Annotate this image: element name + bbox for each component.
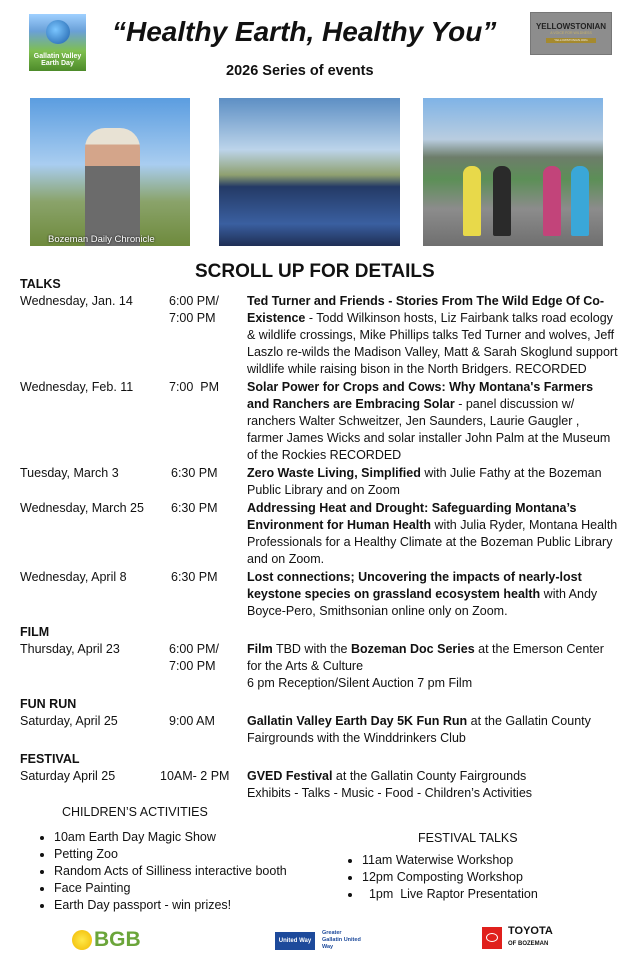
- event-row: [20, 500, 618, 568]
- event-time: 6:30 PM: [171, 466, 218, 480]
- event-title: Ted Turner and Friends - Stories From The Wild Edge Of Co-Existence: [247, 294, 605, 325]
- photo-solar-panels: [219, 98, 400, 246]
- event-organizer: Bozeman Doc Series: [350, 642, 475, 656]
- event-detail: with Julia Ryder, Montana Health Professionals for a Healthy Climate at the Bozeman Public Library and on Zoom.: [247, 518, 618, 566]
- toyota-sub: OF BOZEMAN: [508, 941, 549, 947]
- section-festival: FESTIVAL: [20, 752, 80, 766]
- globe-icon: [46, 20, 70, 44]
- section-film: FILM: [20, 625, 50, 639]
- event-detail: TBD with the: [272, 642, 351, 656]
- list-item: • 12pm Composting Workshop: [362, 869, 618, 886]
- event-row: [20, 293, 618, 378]
- event-time: 6:00 PM/ 7:00 PM: [169, 642, 220, 673]
- photo-fun-run: [423, 98, 603, 246]
- section-fun-run: FUN RUN: [20, 697, 77, 711]
- yellowstonian-name: YELLOWSTONIAN: [535, 22, 607, 31]
- event-activities: Exhibits - Talks - Music - Food - Children’s Activities: [247, 786, 533, 800]
- photo-caption: Bozeman Daily Chronicle: [48, 234, 155, 245]
- united-way-text: Greater Gallatin United Way: [322, 930, 361, 950]
- page-title: “Healthy Earth, Healthy You”: [112, 16, 497, 47]
- event-date: Saturday, April 25: [20, 714, 118, 728]
- bgb-logo: [72, 928, 141, 952]
- toyota-logo: [482, 927, 553, 949]
- united-way-badge: United Way: [275, 932, 315, 950]
- list-item: • Earth Day passport - win prizes!: [54, 897, 350, 914]
- list-item: • 1pm Live Raptor Presentation: [362, 886, 618, 903]
- event-title: Gallatin Valley Earth Day 5K Fun Run: [247, 714, 468, 728]
- children-activities-list: [20, 829, 350, 914]
- event-title: Zero Waste Living, Simplified: [247, 466, 421, 480]
- scroll-up-banner: SCROLL UP FOR DETAILS: [195, 261, 435, 282]
- sun-icon: [72, 930, 92, 950]
- event-date: Wednesday, Feb. 11: [20, 380, 134, 394]
- children-activities: [20, 804, 350, 914]
- event-date: Thursday, April 23: [20, 642, 120, 656]
- runner-figure: [463, 166, 481, 236]
- yellowstonian-tagline: A VOICE FOR WILDNESS: [550, 31, 592, 35]
- festival-talks-list: [328, 852, 618, 903]
- event-time: 6:30 PM: [171, 501, 218, 515]
- event-row: [20, 768, 618, 802]
- event-description: [247, 379, 618, 464]
- event-date: Wednesday, Jan. 14: [20, 294, 133, 308]
- event-row: [20, 465, 618, 499]
- event-date: Wednesday, March 25: [20, 501, 144, 515]
- event-time: 10AM- 2 PM: [160, 769, 230, 783]
- event-title: Lost connections; Uncovering the impacts of nearly-lost keystone species on grassland ecosystem health: [247, 570, 582, 601]
- toyota-name: TOYOTA: [508, 925, 553, 937]
- event-row: [20, 569, 618, 620]
- event-title: Addressing Heat and Drought: Safeguarding Montana’s Environment for Human Health: [247, 501, 577, 532]
- event-row: [20, 379, 618, 464]
- list-item: • Random Acts of Silliness interactive booth: [54, 863, 350, 880]
- event-date: Saturday April 25: [20, 769, 116, 783]
- section-talks: TALKS: [20, 277, 61, 291]
- children-activities-heading: CHILDREN’S ACTIVITIES: [62, 805, 208, 819]
- united-way-logo: [275, 930, 362, 951]
- photo-ted-turner: [30, 98, 190, 246]
- event-description: [247, 293, 618, 378]
- activities-section: [20, 804, 618, 914]
- festival-talks-heading: FESTIVAL TALKS: [418, 831, 518, 845]
- runner-figure: [543, 166, 561, 236]
- event-time: 6:00 PM/ 7:00 PM: [169, 294, 220, 325]
- event-description: [247, 500, 618, 568]
- bgb-text: BGB: [94, 928, 141, 951]
- list-item: • Petting Zoo: [54, 846, 350, 863]
- event-time: 7:00 PM: [169, 380, 220, 394]
- toyota-emblem-icon: [482, 927, 502, 949]
- yellowstonian-logo: [530, 12, 612, 55]
- event-description: [247, 713, 618, 747]
- festival-talks: [350, 804, 618, 914]
- event-row: [20, 713, 618, 747]
- event-description: [247, 465, 618, 499]
- event-row: [20, 641, 618, 692]
- event-title: Solar Power for Crops and Cows: Why Montana's Farmers and Ranchers are Embracing Solar: [247, 380, 594, 411]
- runner-figure: [571, 166, 589, 236]
- event-title: GVED Festival: [247, 769, 333, 783]
- event-description: [247, 641, 618, 692]
- yellowstonian-url: YELLOWSTONIAN.ORG: [546, 38, 596, 43]
- toyota-text: [508, 927, 553, 949]
- runner-figure: [493, 166, 511, 236]
- event-description: [247, 569, 618, 620]
- event-description: [247, 768, 618, 802]
- event-detail: at the Gallatin County Fairgrounds with the Winddrinkers Club: [247, 714, 591, 745]
- event-title: Film: [247, 642, 273, 656]
- event-schedule: 6 pm Reception/Silent Auction 7 pm Film: [247, 676, 473, 690]
- event-detail: at the Gallatin County Fairgrounds: [332, 769, 527, 783]
- list-item: • 11am Waterwise Workshop: [362, 852, 618, 869]
- event-detail: - panel discussion w/ ranchers Walter Schweitzer, Jen Saunders, Laurie Gaugler , farmer James Wicks and solar installer John Palm at the Museum of the Rockies RECORDED: [247, 397, 611, 462]
- event-time: 6:30 PM: [171, 570, 218, 584]
- gallatin-valley-earth-day-logo: [29, 14, 86, 71]
- person-figure: [85, 128, 140, 246]
- page-subtitle: 2026 Series of events: [226, 63, 374, 79]
- list-item: • Face Painting: [54, 880, 350, 897]
- event-detail: with Andy Boyce-Pero, Smithsonian online only on Zoom.: [247, 587, 598, 618]
- logo-text: Gallatin Valley Earth Day: [33, 52, 82, 68]
- event-detail: at the Emerson Center for the Arts & Culture: [247, 642, 604, 673]
- event-date: Tuesday, March 3: [20, 466, 119, 480]
- event-detail: with Julie Fathy at the Bozeman Public Library and on Zoom: [247, 466, 602, 497]
- events-schedule: [20, 276, 618, 914]
- event-date: Wednesday, April 8: [20, 570, 127, 584]
- list-item: • 10am Earth Day Magic Show: [54, 829, 350, 846]
- event-time: 9:00 AM: [169, 714, 215, 728]
- event-detail: - Todd Wilkinson hosts, Liz Fairbank talks road ecology & wildlife crossings, Mike Phillips talks Ted Turner and wolves, Jeff Laszlo re-wilds the Madison Valley, Matt & Sarah Skoglund support wildlife while raising bison in the North Bridgers. RECORDED: [247, 311, 618, 376]
